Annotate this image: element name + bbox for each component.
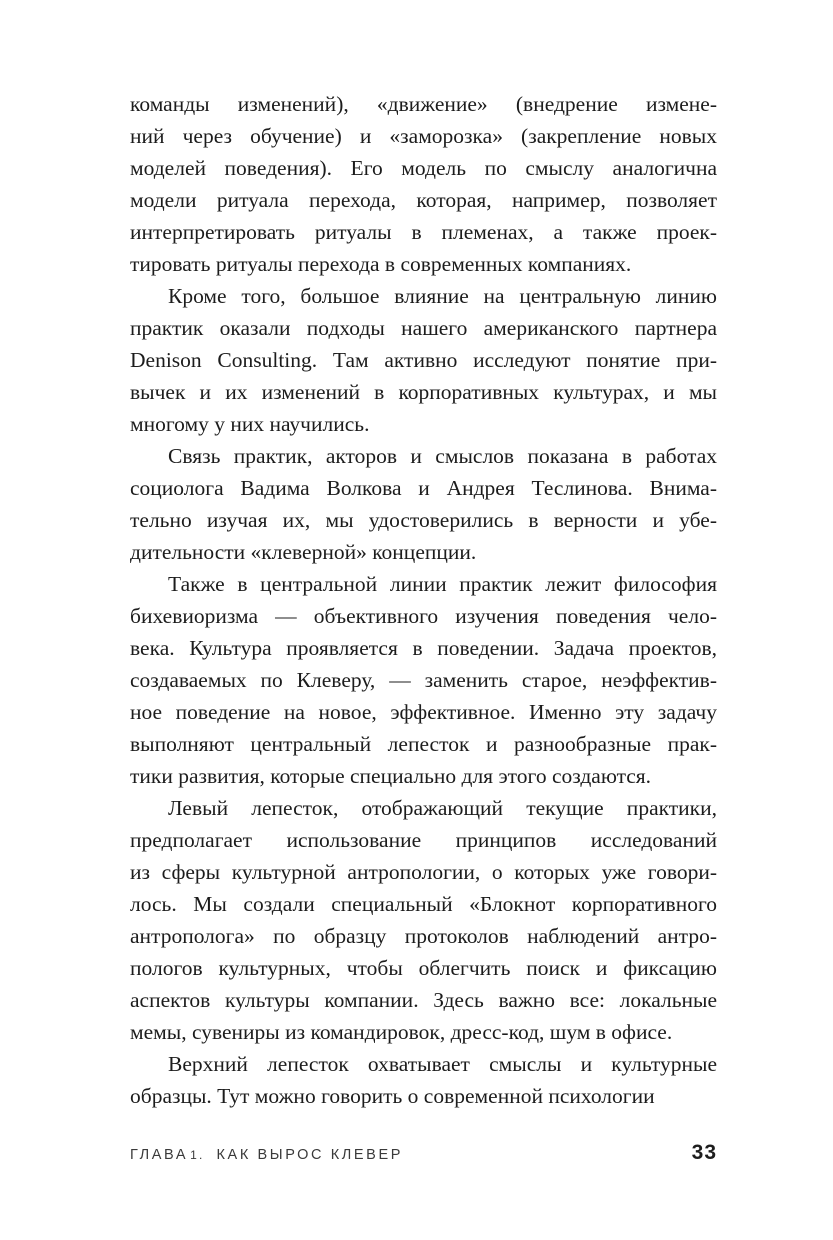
text-line: интерпретировать ритуалы в племенах, а также проек- [130,220,717,244]
paragraph [130,88,717,280]
text-line: тировать ритуалы перехода в современных компаниях. [130,252,632,276]
text-line: образцы. Тут можно говорить о современной психологии [130,1084,655,1108]
paragraph [130,440,717,568]
page-footer [130,1142,717,1163]
text-line: ний через обучение) и «заморозка» (закрепление новых [130,124,717,148]
text-line: бихевиоризма — объективного изучения поведения чело- [130,604,717,628]
text-line: создаваемых по Клеверу, — заменить старое, неэффектив- [130,668,717,692]
text-line: ное поведение на новое, эффективное. Именно эту задачу [130,700,717,724]
paragraph [130,1048,717,1112]
text-line: Кроме того, большое влияние на центральную линию [168,284,717,308]
chapter-word: ГЛАВА [130,1147,189,1163]
running-title [130,1147,403,1163]
text-line: моделей поведения). Его модель по смыслу аналогична [130,156,717,180]
page-number: 33 [691,1141,717,1164]
paragraph [130,280,717,440]
text-line: Также в центральной линии практик лежит философия [168,572,717,596]
body-text [130,88,717,1112]
text-line: Связь практик, акторов и смыслов показана в работах [168,444,717,468]
text-line: модели ритуала перехода, которая, например, позволяет [130,188,717,212]
text-line: аспектов культуры компании. Здесь важно все: локальные [130,988,717,1012]
text-line: социолога Вадима Волкова и Андрея Теслинова. Внима- [130,476,717,500]
chapter-number: 1. [190,1148,205,1162]
chapter-title: КАК ВЫРОС КЛЕВЕР [216,1147,403,1163]
text-line: практик оказали подходы нашего американского партнера [130,316,717,340]
text-line: лось. Мы создали специальный «Блокнот корпоративного [130,892,717,916]
text-line: дительности «клеверной» концепции. [130,540,477,564]
text-line: мемы, сувениры из командировок, дресс-код, шум в офисе. [130,1020,673,1044]
text-line: многому у них научились. [130,412,370,436]
text-line: тики развития, которые специально для этого создаются. [130,764,652,788]
text-line: тельно изучая их, мы удостоверились в верности и убе- [130,508,717,532]
text-line: выполняют центральный лепесток и разнообразные прак- [130,732,717,756]
text-line: из сферы культурной антропологии, о которых уже говори- [130,860,717,884]
text-line: предполагает использование принципов исследований [130,828,717,852]
text-line: века. Культура проявляется в поведении. Задача проектов, [130,636,717,660]
text-line: пологов культурных, чтобы облегчить поиск и фиксацию [130,956,717,980]
paragraph [130,792,717,1048]
text-line: антрополога» по образцу протоколов наблюдений антро- [130,924,717,948]
text-line: Верхний лепесток охватывает смыслы и культурные [168,1052,717,1076]
text-line: Левый лепесток, отображающий текущие практики, [168,796,717,820]
text-line: команды изменений), «движение» (внедрение измене- [130,92,717,116]
text-line: вычек и их изменений в корпоративных культурах, и мы [130,380,717,404]
paragraph [130,568,717,792]
text-line: Denison Consulting. Там активно исследуют понятие при- [130,348,717,372]
